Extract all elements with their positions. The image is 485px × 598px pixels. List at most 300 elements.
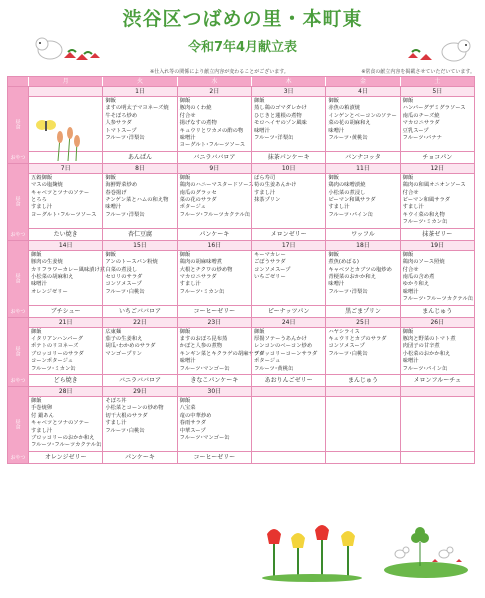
snack-row-label: おやつ [8,452,28,463]
menu-item: すまし汁 [31,427,53,434]
day-cell [28,318,102,386]
day-menu [29,328,102,374]
menu-item: 鶏肉の和風オニオンソース [402,182,466,189]
day-snack: バニラババロア [178,151,251,163]
day-menu [29,397,102,451]
day-snack [401,451,474,463]
menu-item: 春巻揚げ [105,189,127,196]
tulips-icon [262,512,368,582]
menu-item: ポテトのリヨネーズ [31,343,79,350]
row-labels [8,387,28,463]
menu-item: 御飯 [179,174,191,181]
menu-item: 大根とチクワの炒め物 [179,266,233,273]
day-menu [103,251,176,305]
menu-item: フルーツ･洋梨缶 [253,135,294,142]
menu-item: キュウリとカブのサラダ [328,335,387,342]
menu-item: チンゲン菜とハムの和え物 [105,197,169,204]
snack-row-label: おやつ [8,152,28,163]
day-menu [252,251,325,305]
menu-item: 味噌汁 [253,127,270,134]
day-snack: 抹茶パンケーキ [252,151,325,163]
menu-item: フルーツ･フルーツカクテル缶 [179,211,251,218]
menu-item: 青梗菜のおかか和え [328,273,376,280]
menu-item: そぼろ丼 [105,397,127,404]
snack-row-label: おやつ [8,375,28,386]
week-row [8,317,474,386]
day-menu [103,328,176,374]
menu-item: 菜の花のサラダ [179,197,217,204]
day-snack: あおりんごゼリー [252,374,325,386]
day-cell [251,87,325,163]
menu-item: 御飯 [105,251,116,258]
menu-item: 味噌汁 [179,358,196,365]
menu-item: 鶏肉のソース照焼 [402,259,445,266]
menu-item: 味噌汁 [31,281,47,288]
day-snack: バニラババロア [103,374,176,386]
menu-item: カリフラワーカレー風味漬け煮 [31,266,106,273]
menu-item: 御飯 [402,328,414,335]
day-menu [326,397,399,451]
menu-item: セロリのサラダ [105,273,143,280]
day-snack: 杏仁豆腐 [103,228,176,240]
menu-item: キャベツとツナのソテー [31,189,90,196]
day-cell [325,318,399,386]
menu-item: 胡瓜･わかめのサラダ [105,343,156,350]
menu-item: 蒸し鶏のゴマダレかけ [253,105,307,112]
menu-item: 切干大根のサラダ [105,412,148,419]
menu-item: インゲンとベーコンのソテー [328,112,397,119]
day-date: 9日 [178,164,251,174]
day-cell [177,164,254,240]
day-menu [29,251,106,305]
menu-item: 味噌汁 [402,358,419,365]
day-snack: メロンゼリー [252,228,325,240]
menu-item: ひじきと蓮根の煮物 [253,112,302,119]
day-cell [177,387,251,463]
snack-row-label: おやつ [8,306,28,317]
menu-item: ポタージュ [253,358,281,365]
day-date: 15日 [103,241,176,251]
date-row-label [8,164,28,173]
menu-item: フルーツ･黄桃缶 [253,365,294,372]
day-cell [400,387,474,463]
day-cell [400,318,474,386]
menu-item: 菜の花の胡麻和え [328,120,371,127]
day-cell [325,241,399,317]
page-title: 渋谷区つばめの里・本町東 [122,8,363,30]
menu-item: 春雨サラダ [179,420,207,427]
menu-item: 豆乳スープ [402,127,429,134]
menu-item: フルーツ･パイン缶 [402,365,448,372]
day-snack: まんじゅう [401,305,474,317]
menu-item: ピーマン和風サラダ [328,197,376,204]
day-snack: ピーナッツパン [252,305,325,317]
menu-item: 御飯 [31,397,42,404]
menu-item: 御飯 [328,251,339,258]
weekday-header [8,77,474,86]
menu-item: 御飯 [31,328,42,335]
day-date: 22日 [103,318,176,328]
day-menu [401,97,474,151]
menu-item: 御飯 [253,328,265,335]
menu-item: 御飯 [31,251,42,258]
meal-row-label: 昼食 [8,96,28,152]
menu-item: 鶏肉のハニーマスタードソース [179,182,254,189]
day-menu [103,97,176,151]
day-date: 24日 [252,318,325,328]
notes [150,68,475,75]
menu-item: 味噌汁 [328,127,345,134]
menu-item: 牛そぼろ炒め [105,112,138,119]
weekday-tue: 火 [102,77,176,86]
menu-item: 小松菜の胡麻和え [31,273,74,280]
menu-item: フルーツ･パイン缶 [328,211,373,218]
menu-item: オレンジゼリー [31,288,68,295]
day-snack: 抹茶ゼリー [401,228,474,240]
menu-item: 手巻焼卵 [31,405,53,412]
menu-item: すまし汁 [105,420,127,427]
menu-item: 厚揚ソテーうあんかけ [253,335,307,342]
day-snack: コーヒーゼリー [178,451,251,463]
snack-row-label: おやつ [8,229,28,240]
date-row-label [8,241,28,250]
menu-item: 海鮮野菜炒め [105,182,138,189]
note-left: ※仕入れ等の関係により献立内容が変わることがございます。 [150,69,289,75]
day-menu [252,174,325,228]
clover-icon [380,518,472,580]
menu-item: 竜の中華炒め [179,412,212,419]
menu-item: ブロッコリーのおかか和え [31,435,95,441]
menu-item: フルーツ･白桃缶 [328,350,368,357]
menu-item: 茄子の生姜和え [105,335,143,342]
day-date: 1日 [103,87,176,97]
day-cell [251,241,325,317]
day-date [326,387,399,397]
day-cell [102,318,176,386]
menu-item: 御飯 [402,174,414,181]
menu-item: キーマカレー [253,251,286,258]
menu-item: 抹茶プリン [253,197,281,204]
day-menu [326,328,399,374]
row-labels [8,318,28,386]
menu-item: フルーツ･黄桃缶 [328,135,368,142]
menu-item: 鶏肉の胡麻味噌煮 [179,259,223,266]
menu-item: 付 鍛あん [31,412,54,419]
day-date: 3日 [252,87,325,97]
menu-item: 付合せ [402,266,419,273]
day-cell [251,387,325,463]
menu-item: レンコンのベーコン炒め [253,343,313,350]
menu-item: 中華スープ [179,427,206,434]
day-cell [251,318,325,386]
menu-item: ばら寿司 [253,174,276,181]
day-menu [401,397,474,451]
day-menu [252,328,325,374]
day-date: 12日 [401,164,474,174]
day-date [29,87,102,97]
menu-item: ますのおぼろ昆布蒸 [179,335,228,342]
menu-item: 味噌汁 [402,288,419,295]
menu-item: すまし汁 [253,189,276,196]
day-date: 23日 [178,318,251,328]
menu-item: フルーツ･バナナ [402,135,442,142]
menu-item: 豚肉のくわ焼 [179,105,212,112]
date-row-label [8,318,28,327]
menu-item: 南瓜のチーズ焼 [402,112,440,119]
week-row [8,240,474,317]
day-snack: きなこパンケーキ [178,374,251,386]
menu-item: 赤魚の粕漬焼 [328,105,361,112]
menu-item: 肉団子の甘辛煮 [402,343,440,350]
row-labels [8,241,28,317]
sheep-with-strawberries-icon [30,32,110,66]
menu-item: ヨーグルト･フルーツソース [31,211,97,218]
day-date: 17日 [252,241,325,251]
menu-item: マスの塩麹焼 [31,182,63,189]
day-cell [28,241,106,317]
menu-item: ピーマン和風サラダ [402,197,451,204]
header-corner [8,77,28,86]
day-menu [326,174,399,228]
page-subtitle: 令和7年4月献立表 [187,40,298,55]
day-cell [177,241,251,317]
day-menu [178,174,254,228]
day-date: 25日 [326,318,399,328]
day-menu [326,251,399,305]
day-menu [103,174,176,228]
menu-item: ヨーグルト･フルーツソース [179,142,246,149]
day-cell [325,164,399,240]
menu-item: 付合せ [402,189,419,196]
menu-item: 味噌汁 [179,135,196,142]
day-menu [178,97,251,151]
day-menu [252,97,325,151]
menu-item: 小松菜の煮浸し [328,189,366,196]
day-cell [28,164,102,240]
day-menu [103,397,176,451]
menu-item: キンギン菜とキクラゲの胡麻サラダ [179,350,265,357]
day-date: 11日 [326,164,399,174]
menu-item: モロヘイヤのゾン風味 [253,120,307,127]
day-snack: どら焼き [29,374,102,386]
menu-item: フルーツ･マンゴー缶 [179,365,230,372]
day-cell [325,387,399,463]
day-menu [326,97,399,151]
menu-item: 南瓜のグラッセ [179,189,217,196]
day-cell [102,87,176,163]
day-menu [401,328,474,374]
day-cell [400,87,474,163]
meal-row-label: 昼食 [8,250,28,306]
day-date: 21日 [29,318,102,328]
day-snack: 黒ごまプリン [326,305,399,317]
row-labels [8,87,28,163]
menu-item: 五穀御飯 [31,174,53,181]
menu-item: かぼと人参の煮物 [179,343,223,350]
menu-item: すまし汁 [328,204,350,211]
menu-item: 揚げなすの煮物 [179,120,217,127]
menu-item: 筍の生姜あんかけ [253,182,297,189]
day-cell [325,87,399,163]
menu-item: すまし汁 [179,281,201,288]
menu-item: ごぼうサラダ [253,259,286,266]
menu-item: ますの明太子マヨネーズ焼 [105,105,169,112]
menu-item: マンゴープリン [105,350,142,357]
day-date: 5日 [401,87,474,97]
day-menu [401,251,474,305]
sheep-with-strawberries-icon [398,32,478,66]
day-cell [102,164,176,240]
menu-item: アンのトースバン粉焼 [105,259,158,266]
menu-item: 煮魚(めばる) [328,259,359,266]
menu-item: 広東麺 [105,328,122,335]
note-right: ※常食の献立内容を掲載させていただいています。 [361,69,475,75]
menu-item: 鶏肉の味噌漬焼 [328,182,366,189]
menu-item: ブロッコリーコーンサラダ [253,350,318,357]
menu-item: 御飯 [402,98,414,104]
day-snack: メロンフルーチェ [401,374,474,386]
day-date: 28日 [29,387,102,397]
menu-item: 味噌汁 [105,204,122,211]
menu-item: フルーツ･フルーツカクテル缶 [402,296,474,303]
day-cell [28,387,102,463]
menu-item: フルーツ･白桃缶 [105,427,145,434]
menu-item: すまし汁 [31,204,53,211]
day-date: 30日 [178,387,251,397]
day-date: 4日 [326,87,399,97]
day-snack: チョコパン [401,151,474,163]
menu-item: マカロニサラダ [179,273,217,280]
menu-item: 小松菜とコーンの炒め物 [105,405,164,412]
menu-item: ポタージュ [179,204,206,211]
day-date: 7日 [29,164,102,174]
menu-item: ハヤシライス [328,328,360,335]
weekday-sat: 土 [400,77,474,86]
weekday-wed: 水 [177,77,251,86]
day-date: 10日 [252,164,325,174]
day-cell [102,241,176,317]
menu-item: フルーツ･ミカン缶 [31,365,76,372]
weekday-thu: 木 [251,77,325,86]
menu-item: とろろ [31,197,47,204]
menu-item: 御飯 [105,174,116,181]
menu-item: コーンポタージュ [31,358,74,365]
day-menu [178,397,251,451]
date-row-label [8,87,28,96]
day-snack: あんぱん [103,151,176,163]
day-menu [401,174,474,228]
menu-item: 人参サラダ [105,120,132,127]
menu-item: キウイ菜の和え物 [402,211,445,218]
menu-item: マカロニサラダ [402,120,440,127]
menu-item: 付合せ [179,112,196,119]
day-snack: ワッフル [326,228,399,240]
day-snack: たい焼き [29,228,102,240]
day-date: 14日 [29,241,102,251]
day-date: 19日 [401,241,474,251]
day-snack [252,451,325,463]
butterfly-flowers-icon [30,115,82,161]
weekday-mon: 月 [28,77,102,86]
row-labels [8,164,28,240]
week-row [8,386,474,463]
menu-item: 白菜の煮浸し [105,266,138,273]
day-snack: まんじゅう [326,374,399,386]
day-date: 8日 [103,164,176,174]
menu-item: コンソメスープ [253,266,291,273]
menu-item: フルーツ･マンゴー缶 [179,435,230,441]
day-date: 18日 [326,241,399,251]
meal-row-label: 昼食 [8,327,28,375]
menu-item: 小松菜のおかか和え [402,350,451,357]
menu-item: ハンバーグデミグラソース [402,105,466,112]
menu-item: コンソメスープ [328,343,365,350]
menu-item: キャベツとカブツの塩炒め [328,266,392,273]
menu-item: 味噌汁 [328,281,345,288]
menu-item: ゆかり和え [402,281,430,288]
menu-item: 豚肉の生姜焼 [31,259,63,266]
menu-item: 豚肉と野菜のトマト煮 [402,335,456,342]
menu-item: フルーツ･洋梨缶 [105,211,145,218]
menu-item: 南瓜の含め煮 [402,273,435,280]
day-snack: ブチシュー [29,305,102,317]
day-cell [177,318,265,386]
day-snack: バンナコッタ [326,151,399,163]
day-cell [251,164,325,240]
day-date: 16日 [178,241,251,251]
menu-item: イタリアンハンバーグ [31,335,84,342]
day-cell [400,241,474,317]
menu-item: ブロッコリーのサラダ [31,350,84,357]
day-menu [29,174,102,228]
day-cell [177,87,251,163]
day-menu [178,251,251,305]
day-snack [326,451,399,463]
day-snack: コーヒーゼリー [178,305,251,317]
meal-row-label: 昼食 [8,173,28,229]
menu-item: いちごゼリー [253,273,286,280]
menu-item: 御飯 [328,174,339,181]
day-snack: パンケーキ [103,451,176,463]
date-row-label [8,387,28,396]
day-date: 26日 [401,318,474,328]
menu-item: フルーツ･白桃缶 [105,288,145,295]
menu-item: 御飯 [253,98,265,104]
menu-item: 御飯 [179,397,191,404]
day-cell [102,387,176,463]
week-row [8,163,474,240]
menu-item: フルーツ･フルーツカクテル缶 [31,442,102,449]
menu-item: フルーツ･洋梨缶 [105,135,145,142]
menu-item: 御飯 [179,251,191,258]
day-cell [400,164,474,240]
meal-row-label: 昼食 [8,396,28,452]
day-menu [178,328,265,374]
menu-item: 御飯 [179,98,191,104]
menu-item: キュウリとワカメの酢の物 [179,127,244,134]
menu-item: 御飯 [105,98,116,104]
menu-item: フルーツ･洋梨缶 [328,288,368,295]
menu-item: フルーツ･ミカン缶 [179,288,225,295]
menu-item: 御飯 [179,328,191,335]
day-date [401,387,474,397]
day-snack: オレンジゼリー [29,451,102,463]
menu-item: すまし汁 [402,204,424,211]
day-menu [252,397,325,451]
day-snack: いちごババロア [103,305,176,317]
day-date: 2日 [178,87,251,97]
menu-item: トマトスープ [105,127,137,134]
